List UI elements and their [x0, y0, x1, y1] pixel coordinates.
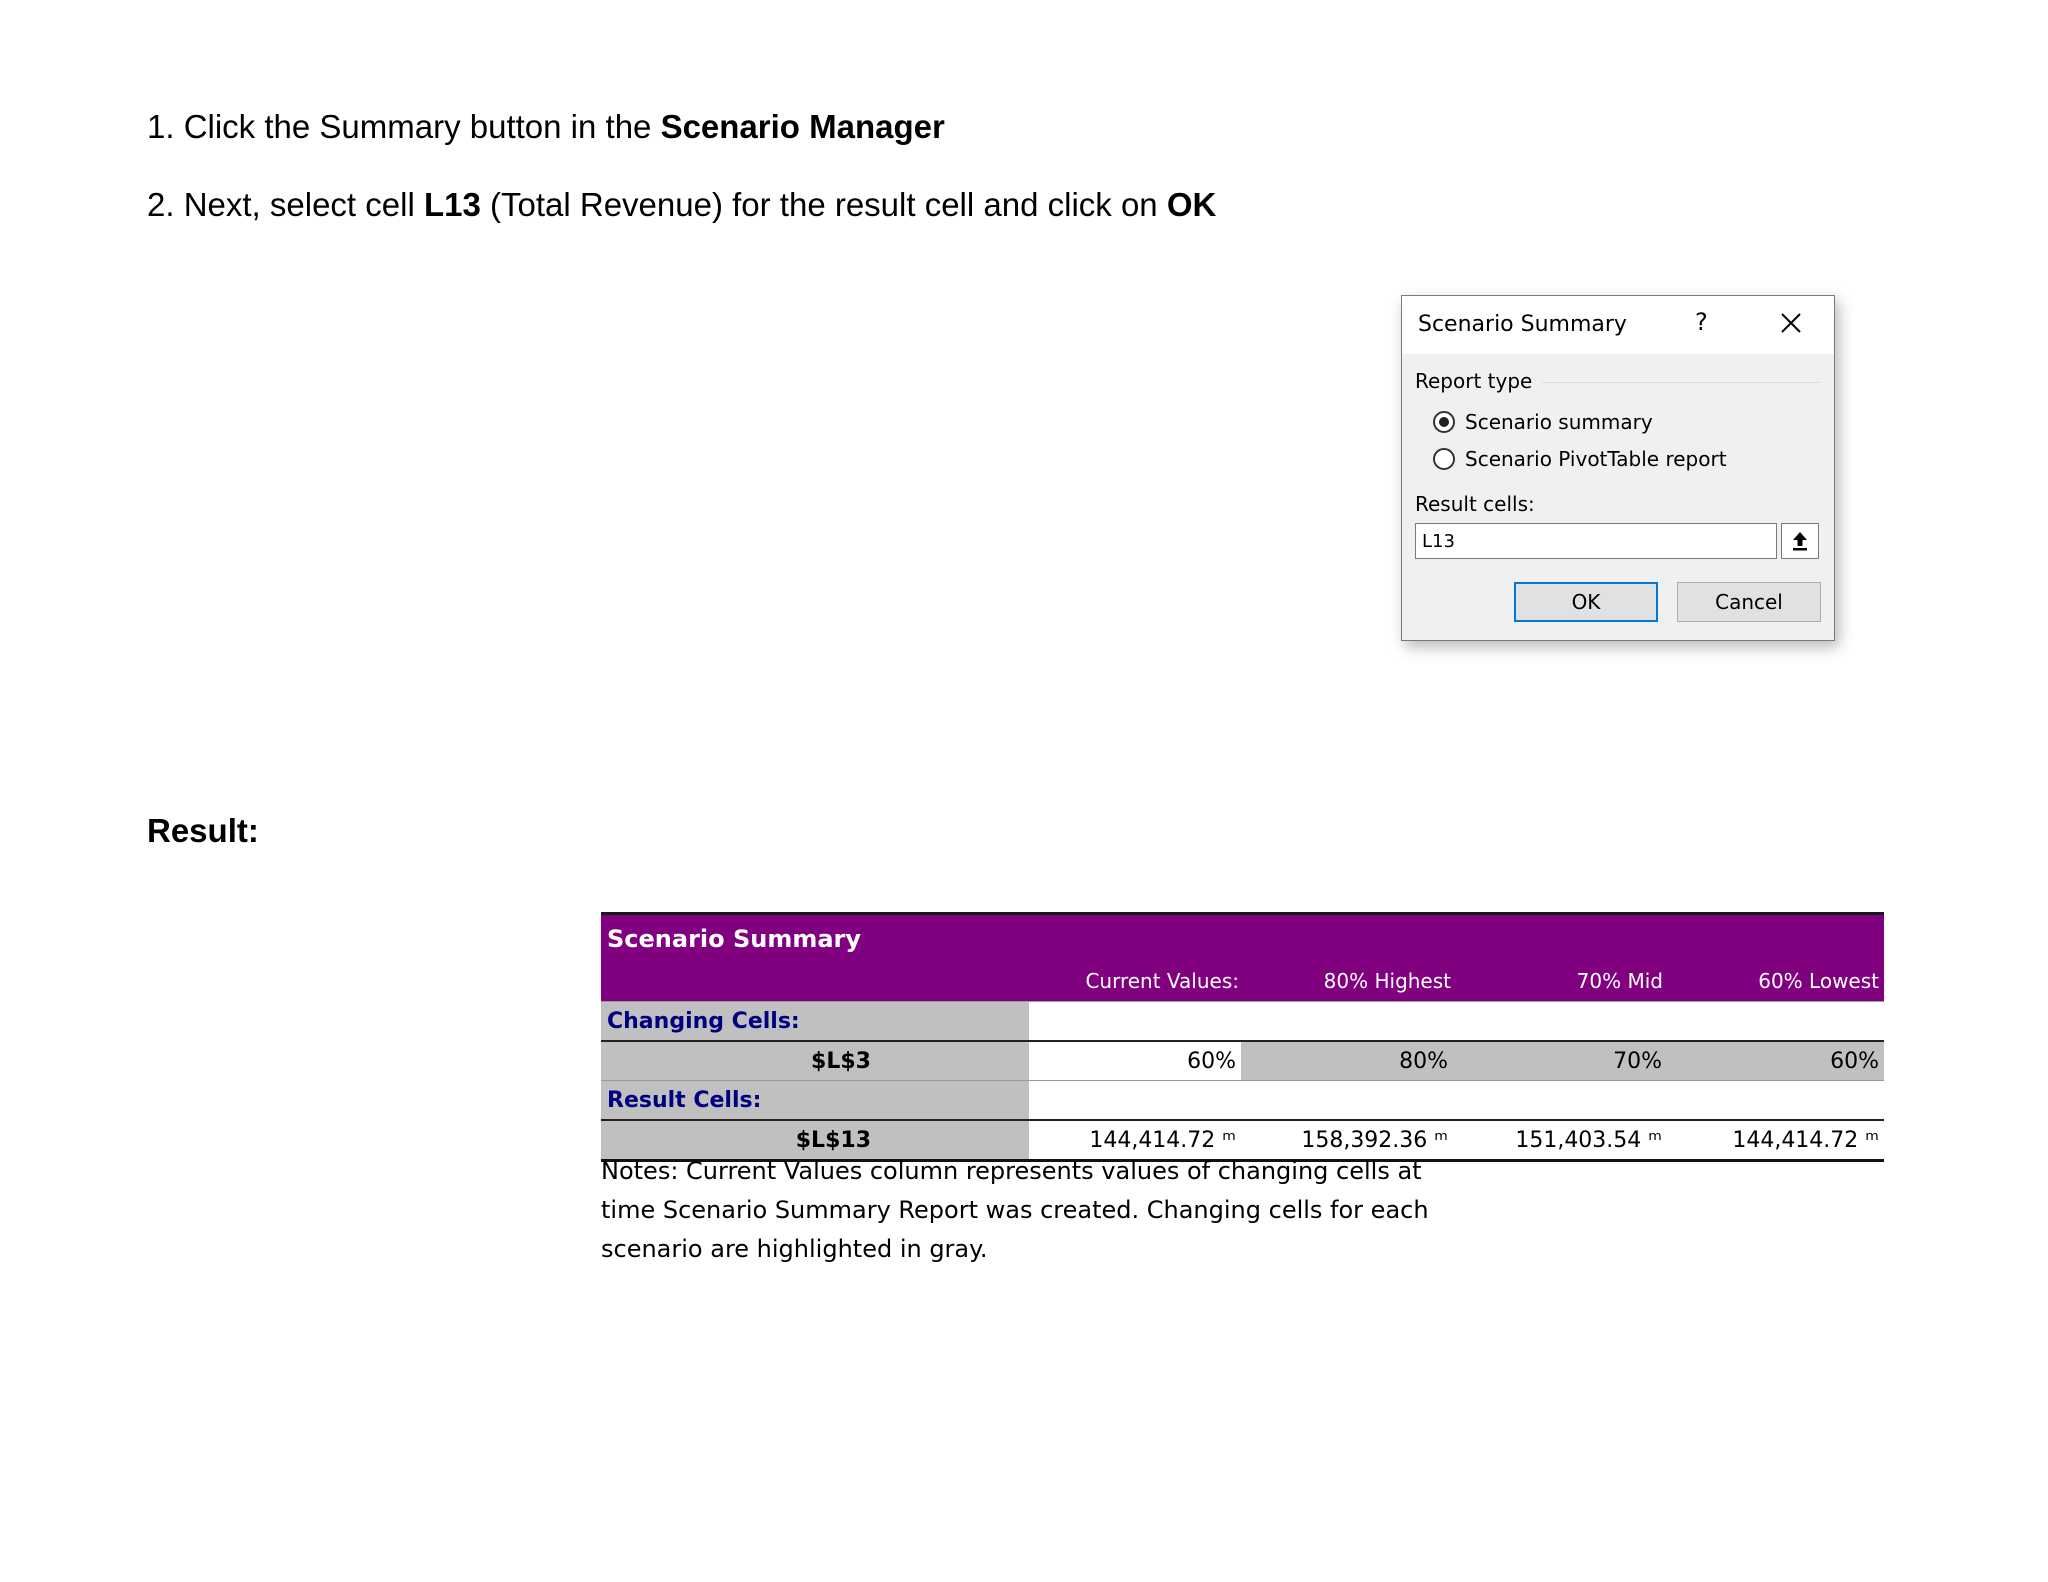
table-cell: 80%	[1241, 1042, 1453, 1080]
radio-label-pivot: Scenario PivotTable report	[1465, 447, 1727, 471]
step2-bold-ok: OK	[1166, 186, 1217, 223]
help-button[interactable]: ?	[1695, 308, 1708, 336]
notes-line: scenario are highlighted in gray.	[601, 1235, 988, 1263]
summary-notes	[601, 1152, 1481, 1269]
table-cell: 70%	[1453, 1042, 1667, 1080]
radio-scenario-summary[interactable]	[1433, 410, 1653, 434]
changing-cell-row	[601, 1040, 1884, 1080]
ok-button[interactable]: OK	[1514, 582, 1658, 622]
step1-bold: Scenario Manager	[660, 108, 945, 145]
column-header-80-highest: 80% Highest	[1323, 969, 1451, 993]
changing-cell-ref: $L$3	[601, 1042, 1029, 1080]
table-cell: 144,414.72 ᵐ	[1732, 1127, 1879, 1153]
step2-bold-cell: L13	[423, 186, 481, 223]
notes-line: time Scenario Summary Report was created. Changing cells for each	[601, 1196, 1429, 1224]
column-header-current: Current Values:	[1085, 969, 1239, 993]
scenario-summary-dialog	[1401, 295, 1835, 641]
result-cells-label: Result cells:	[1415, 492, 1535, 516]
table-cell: 144,414.72 ᵐ	[1089, 1127, 1236, 1153]
result-cells-section-label: Result Cells:	[601, 1081, 1029, 1119]
result-cell-ref: $L$13	[601, 1121, 1029, 1159]
radio-button-unchecked[interactable]	[1433, 448, 1455, 470]
table-header	[601, 912, 1884, 1001]
dialog-title: Scenario Summary	[1418, 312, 1627, 337]
step2-text-a: 2. Next, select cell	[147, 186, 424, 223]
table-cell: 60%	[1667, 1042, 1884, 1080]
table-cell: 60%	[1187, 1048, 1236, 1074]
column-header-60-lowest: 60% Lowest	[1758, 969, 1879, 993]
close-icon[interactable]	[1776, 308, 1806, 338]
radio-scenario-pivottable[interactable]	[1433, 447, 1727, 471]
table-title: Scenario Summary	[607, 925, 862, 953]
result-cells-input[interactable]	[1415, 523, 1777, 559]
group-divider	[1542, 382, 1820, 383]
step2-text-b: (Total Revenue) for the result cell and click on	[480, 186, 1167, 223]
changing-cells-section-row	[601, 1001, 1884, 1040]
radio-label-summary: Scenario summary	[1465, 410, 1653, 434]
result-heading: Result:	[147, 812, 259, 849]
table-cell: 151,403.54 ᵐ	[1515, 1127, 1662, 1153]
cancel-button[interactable]: Cancel	[1677, 582, 1821, 622]
report-type-label: Report type	[1415, 369, 1533, 393]
radio-button-checked[interactable]	[1433, 411, 1455, 433]
instruction-step-1	[147, 108, 945, 146]
result-cells-section-row	[601, 1080, 1884, 1119]
collapse-upload-icon[interactable]	[1781, 523, 1819, 559]
changing-cells-label: Changing Cells:	[601, 1002, 1029, 1040]
scenario-summary-table	[601, 912, 1884, 1162]
notes-line: Notes: Current Values column represents values of changing cells at	[601, 1157, 1422, 1185]
step1-text: 1. Click the Summary button in the	[147, 108, 661, 145]
dialog-titlebar	[1402, 296, 1834, 354]
instruction-step-2	[147, 186, 1216, 224]
table-cell: 158,392.36 ᵐ	[1301, 1127, 1448, 1153]
column-header-70-mid: 70% Mid	[1576, 969, 1663, 993]
